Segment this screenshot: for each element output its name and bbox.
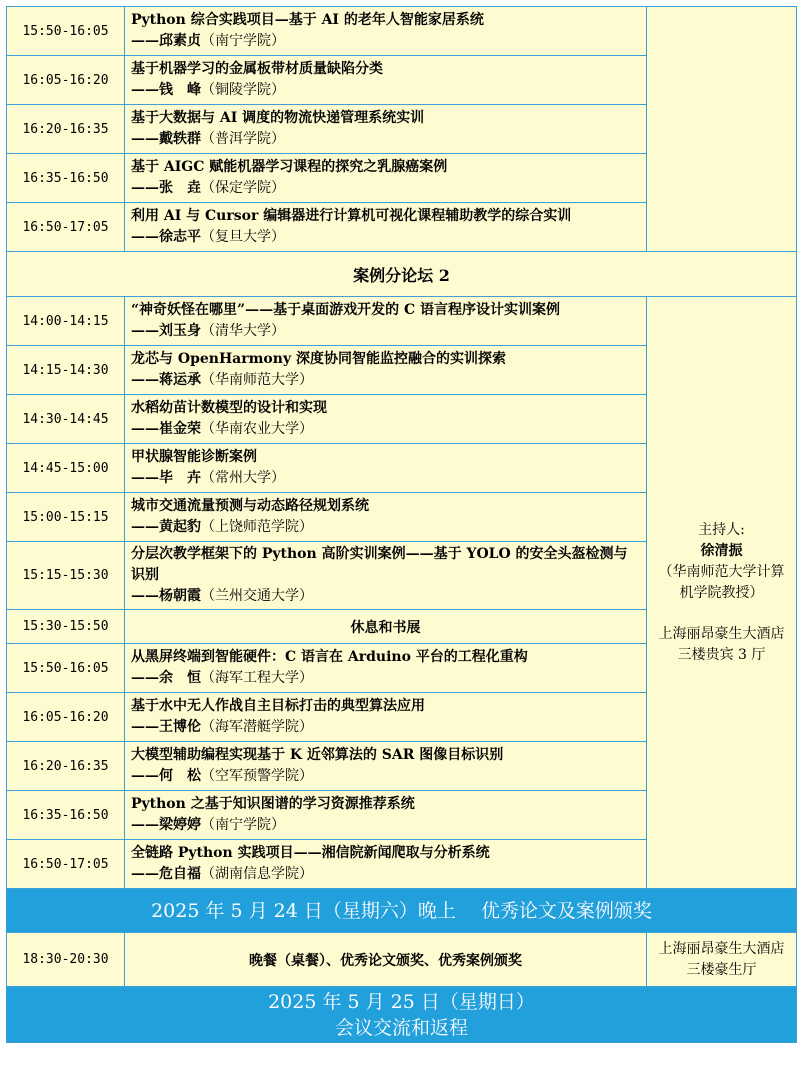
time-cell: 14:45-15:00 (7, 444, 125, 493)
time-cell: 14:30-14:45 (7, 395, 125, 444)
speaker-affiliation: （空军预警学院） (201, 768, 313, 784)
speaker-name: ——蒋运承 (131, 372, 201, 388)
speaker-name: ——危自福 (131, 866, 201, 882)
speaker-name: ——徐志平 (131, 229, 201, 245)
speaker-affiliation: （华南农业大学） (201, 421, 313, 437)
speaker-name: ——刘玉身 (131, 323, 201, 339)
talk-title: 分层次教学框架下的 Python 高阶实训案例——基于 YOLO 的安全头盔检测与识别 (131, 546, 628, 583)
speaker-name: ——邱素贞 (131, 33, 201, 49)
award-banner: 2025 年 5 月 24 日（星期六）晚上 优秀论文及案例颁奖 (7, 889, 797, 933)
talk-cell (125, 644, 647, 693)
speaker-affiliation: （海军潜艇学院） (201, 719, 313, 735)
talk-speaker (131, 129, 640, 150)
talk-title: 水稻幼苗计数模型的设计和实现 (131, 400, 327, 416)
speaker-affiliation: （南宁学院） (201, 817, 285, 833)
speaker-name: ——钱 峰 (131, 82, 201, 98)
talk-title: 利用 AI 与 Cursor 编辑器进行计算机可视化课程辅助教学的综合实训 (131, 208, 572, 224)
talk-speaker (131, 766, 640, 787)
talk-title: 基于大数据与 AI 调度的物流快递管理系统实训 (131, 110, 425, 126)
talk-cell (125, 542, 647, 610)
speaker-affiliation: （清华大学） (201, 323, 285, 339)
talk-speaker (131, 419, 640, 440)
speaker-name: ——何 松 (131, 768, 201, 784)
talk-title: Python 之基于知识图谱的学习资源推荐系统 (131, 796, 415, 812)
talk-title: 从黑屏终端到智能硬件：C 语言在 Arduino 平台的工程化重构 (131, 649, 528, 665)
talk-cell (125, 105, 647, 154)
time-cell: 14:15-14:30 (7, 346, 125, 395)
speaker-affiliation: （普洱学院） (201, 131, 285, 147)
talk-speaker (131, 80, 640, 101)
talk-cell (125, 840, 647, 889)
host-label: 主持人: (698, 521, 745, 538)
speaker-name: ——戴轶群 (131, 131, 201, 147)
time-cell: 16:50-17:05 (7, 203, 125, 252)
talk-speaker (131, 468, 640, 489)
talk-speaker (131, 864, 640, 885)
talk-speaker (131, 227, 640, 248)
talk-cell (125, 346, 647, 395)
time-cell: 14:00-14:15 (7, 297, 125, 346)
break-label: 休息和书展 (125, 610, 647, 644)
talk-speaker (131, 517, 640, 538)
speaker-affiliation: （华南师范大学） (201, 372, 313, 388)
time-cell: 16:50-17:05 (7, 840, 125, 889)
time-cell: 16:20-16:35 (7, 742, 125, 791)
talk-cell (125, 395, 647, 444)
time-cell: 16:05-16:20 (7, 693, 125, 742)
time-cell: 15:15-15:30 (7, 542, 125, 610)
talk-title: 甲状腺智能诊断案例 (131, 449, 257, 465)
speaker-affiliation: （复旦大学） (201, 229, 285, 245)
talk-speaker (131, 815, 640, 836)
speaker-affiliation: （常州大学） (201, 470, 285, 486)
time-cell: 15:30-15:50 (7, 610, 125, 644)
speaker-affiliation: （铜陵学院） (201, 82, 285, 98)
closing-date: 2025 年 5 月 25 日（星期日） (268, 990, 535, 1013)
talk-speaker (131, 668, 640, 689)
talk-cell (125, 742, 647, 791)
talk-cell (125, 7, 647, 56)
speaker-name: ——张 垚 (131, 180, 201, 196)
speaker-name: ——毕 卉 (131, 470, 201, 486)
talk-title: 基于 AIGC 赋能机器学习课程的探究之乳腺癌案例 (131, 159, 448, 175)
host-title: （华南师范大学计算机学院教授） (658, 563, 785, 601)
talk-title: 龙芯与 OpenHarmony 深度协同智能监控融合的实训探索 (131, 351, 506, 367)
talk-speaker (131, 370, 640, 391)
talk-cell (125, 56, 647, 105)
time-cell: 16:05-16:20 (7, 56, 125, 105)
speaker-name: ——黄起豹 (131, 519, 201, 535)
schedule-table (6, 6, 797, 1043)
session-side-cell (647, 7, 797, 252)
speaker-name: ——崔金荣 (131, 421, 201, 437)
talk-cell (125, 444, 647, 493)
time-cell: 16:35-16:50 (7, 791, 125, 840)
time-cell: 18:30-20:30 (7, 933, 125, 987)
talk-title: “神奇妖怪在哪里”——基于桌面游戏开发的 C 语言程序设计实训案例 (131, 302, 560, 318)
talk-speaker (131, 321, 640, 342)
dinner-label: 晚餐（桌餐）、优秀论文颁奖、优秀案例颁奖 (125, 933, 647, 987)
talk-speaker (131, 586, 640, 607)
talk-title: 大模型辅助编程实现基于 K 近邻算法的 SAR 图像目标识别 (131, 747, 504, 763)
dinner-row (7, 933, 797, 987)
closing-label: 会议交流和返程 (334, 1016, 468, 1039)
time-cell: 15:00-15:15 (7, 493, 125, 542)
section-row (7, 252, 797, 297)
talk-cell (125, 693, 647, 742)
speaker-name: ——梁婷婷 (131, 817, 201, 833)
time-cell: 16:20-16:35 (7, 105, 125, 154)
time-cell: 16:35-16:50 (7, 154, 125, 203)
time-cell: 15:50-16:05 (7, 644, 125, 693)
banner-row (7, 987, 797, 1043)
talk-title: 基于水中无人作战自主目标打击的典型算法应用 (131, 698, 425, 714)
talk-cell (125, 791, 647, 840)
talk-title: 城市交通流量预测与动态路径规划系统 (131, 498, 369, 514)
talk-cell (125, 297, 647, 346)
venue-text: 上海丽昂豪生大酒店三楼贵宾 3 厅 (658, 625, 785, 663)
table-row (7, 297, 797, 346)
speaker-affiliation: （湖南信息学院） (201, 866, 313, 882)
talk-cell (125, 203, 647, 252)
table-row (7, 7, 797, 56)
speaker-affiliation: （保定学院） (201, 180, 285, 196)
host-cell (647, 297, 797, 889)
dinner-venue: 上海丽昂豪生大酒店三楼豪生厅 (647, 933, 797, 987)
speaker-affiliation: （南宁学院） (201, 33, 285, 49)
closing-banner (7, 987, 797, 1043)
talk-speaker (131, 31, 640, 52)
talk-cell (125, 493, 647, 542)
talk-title: Python 综合实践项目—基于 AI 的老年人智能家居系统 (131, 12, 484, 28)
section-title: 案例分论坛 2 (7, 252, 797, 297)
talk-speaker (131, 717, 640, 738)
speaker-affiliation: （上饶师范学院） (201, 519, 313, 535)
talk-cell (125, 154, 647, 203)
banner-row (7, 889, 797, 933)
speaker-affiliation: （兰州交通大学） (201, 588, 313, 604)
talk-speaker (131, 178, 640, 199)
talk-title: 基于机器学习的金属板带材质量缺陷分类 (131, 61, 383, 77)
speaker-name: ——王博伦 (131, 719, 201, 735)
talk-title: 全链路 Python 实践项目——湘信院新闻爬取与分析系统 (131, 845, 490, 861)
speaker-name: ——余 恒 (131, 670, 201, 686)
time-cell: 15:50-16:05 (7, 7, 125, 56)
speaker-name: ——杨朝霞 (131, 588, 201, 604)
host-name: 徐清振 (700, 542, 743, 559)
speaker-affiliation: （海军工程大学） (201, 670, 313, 686)
